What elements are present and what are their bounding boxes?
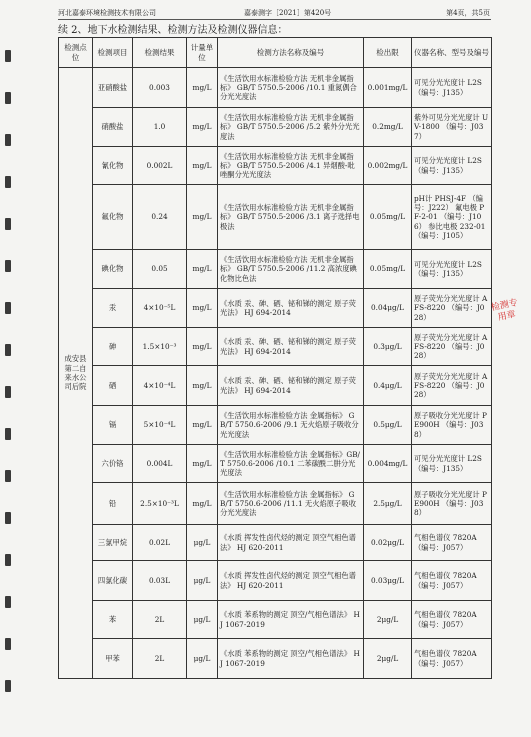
limit-cell: 2μg/L	[364, 639, 412, 679]
unit-cell: μg/L	[187, 561, 218, 601]
instrument-cell: 气相色谱仪 7820A （编号：J057）	[412, 639, 492, 679]
instrument-cell: 可见分光光度计 L2S （编号：J135）	[412, 250, 492, 289]
punch-mark	[5, 92, 11, 104]
table-row	[59, 639, 492, 679]
method-cell: 《水质 挥发性卤代烃的测定 顶空气相色谱法》 HJ 620-2011	[218, 525, 364, 561]
method-cell: 《水质 苯系物的测定 顶空/气相色谱法》 HJ 1067-2019	[218, 639, 364, 679]
result-cell: 0.24	[133, 185, 187, 250]
limit-cell: 0.02μg/L	[364, 525, 412, 561]
limit-cell: 0.05mg/L	[364, 250, 412, 289]
section-title: 续 2、地下水检测结果、检测方法及检测仪器信息：	[58, 25, 288, 36]
item-cell: 六价铬	[93, 445, 133, 483]
item-cell: 砷	[93, 328, 133, 366]
limit-cell: 0.5μg/L	[364, 406, 412, 445]
unit-cell: mg/L	[187, 250, 218, 289]
method-cell: 《水质 汞、砷、硒、铋和锑的测定 原子荧光法》 HJ 694-2014	[218, 328, 364, 366]
item-cell: 硒	[93, 366, 133, 406]
method-cell: 《生活饮用水标准检验方法 金属指标》GB/T 5750.6-2006 /10.1 二苯碳酰二肼分光光度法	[218, 445, 364, 483]
item-cell: 铅	[93, 483, 133, 525]
limit-cell: 0.3μg/L	[364, 328, 412, 366]
limit-cell: 0.04μg/L	[364, 289, 412, 328]
method-cell: 《生活饮用水标准检验方法 无机非金属指标》 GB/T 5750.5-2006 /11.2 高浓度碘化物比色法	[218, 250, 364, 289]
result-cell: 5×10⁻⁴L	[133, 406, 187, 445]
col-header: 仪器名称、型号及编号	[412, 38, 492, 68]
method-cell: 《生活饮用水标准检验方法 金属指标》 GB/T 5750.6-2006 /11.1 无火焰原子吸收分光光度法	[218, 483, 364, 525]
table-row	[59, 108, 492, 147]
instrument-cell: 原子吸收分光光度计 PE900H （编号：J038）	[412, 483, 492, 525]
method-cell: 《水质 苯系物的测定 顶空/气相色谱法》 HJ 1067-2019	[218, 601, 364, 639]
instrument-cell: 原子荧光分光光度计 AFS-8220 （编号：J028）	[412, 328, 492, 366]
punch-mark	[5, 512, 11, 524]
punch-mark	[5, 176, 11, 188]
method-cell: 《生活饮用水标准检验方法 无机非金属指标》 GB/T 5750.5-2006 /3.1 离子选择电极法	[218, 185, 364, 250]
table-row	[59, 250, 492, 289]
unit-cell: mg/L	[187, 108, 218, 147]
instrument-cell: 可见分光光度计 L2S （编号：J135）	[412, 68, 492, 108]
col-header: 计量单位	[187, 38, 218, 68]
item-cell: 苯	[93, 601, 133, 639]
punch-mark	[5, 470, 11, 482]
unit-cell: mg/L	[187, 366, 218, 406]
result-cell: 0.003	[133, 68, 187, 108]
instrument-cell: 气相色谱仪 7820A （编号：J057）	[412, 561, 492, 601]
instrument-cell: 可见分光光度计 L2S （编号：J135）	[412, 445, 492, 483]
table-row	[59, 68, 492, 108]
col-header: 检测方法名称及编号	[218, 38, 364, 68]
result-cell: 0.002L	[133, 147, 187, 185]
method-cell: 《水质 挥发性卤代烃的测定 顶空气相色谱法》 HJ 620-2011	[218, 561, 364, 601]
result-cell: 2L	[133, 639, 187, 679]
table-row	[59, 561, 492, 601]
punch-mark	[5, 554, 11, 566]
table-row	[59, 366, 492, 406]
unit-cell: μg/L	[187, 525, 218, 561]
table-row	[59, 289, 492, 328]
punch-mark	[5, 134, 11, 146]
method-cell: 《生活饮用水标准检验方法 无机非金属指标》 GB/T 5750.5-2006 /10.1 重氮偶合分光光度法	[218, 68, 364, 108]
unit-cell: mg/L	[187, 289, 218, 328]
limit-cell: 0.4μg/L	[364, 366, 412, 406]
result-cell: 0.05	[133, 250, 187, 289]
table-header-row	[59, 38, 492, 68]
table-row	[59, 406, 492, 445]
punch-mark	[5, 428, 11, 440]
results-table	[58, 37, 492, 679]
instrument-cell: 原子荧光分光光度计 AFS-8220 （编号：J028）	[412, 366, 492, 406]
result-cell: 1.5×10⁻³	[133, 328, 187, 366]
table-row	[59, 525, 492, 561]
punch-mark	[5, 260, 11, 272]
result-cell: 2.5×10⁻³L	[133, 483, 187, 525]
limit-cell: 0.002mg/L	[364, 147, 412, 185]
col-header: 检测结果	[133, 38, 187, 68]
unit-cell: mg/L	[187, 147, 218, 185]
table-row	[59, 147, 492, 185]
col-header: 检测项目	[93, 38, 133, 68]
limit-cell: 0.001mg/L	[364, 68, 412, 108]
page-number: 第4页，共5页	[446, 9, 490, 17]
instrument-cell: 紫外可见分光光度计 UV-1800 （编号：J037）	[412, 108, 492, 147]
limit-cell: 0.05mg/L	[364, 185, 412, 250]
punch-mark	[5, 344, 11, 356]
result-cell: 0.03L	[133, 561, 187, 601]
method-cell: 《生活饮用水标准检验方法 无机非金属指标》 GB/T 5750.5-2006 /4.1 异烟酸-吡唑酮分光光度法	[218, 147, 364, 185]
unit-cell: μg/L	[187, 639, 218, 679]
location-cell: 成安县第二自来水公司后院	[59, 68, 93, 679]
table-row	[59, 445, 492, 483]
punch-mark	[5, 302, 11, 314]
result-cell: 2L	[133, 601, 187, 639]
limit-cell: 0.2mg/L	[364, 108, 412, 147]
item-cell: 镉	[93, 406, 133, 445]
limit-cell: 0.004mg/L	[364, 445, 412, 483]
item-cell: 碘化物	[93, 250, 133, 289]
company-name: 河北嘉泰环境检测技术有限公司	[58, 9, 156, 17]
item-cell: 三氯甲烷	[93, 525, 133, 561]
table-row	[59, 483, 492, 525]
result-cell: 0.02L	[133, 525, 187, 561]
table-row	[59, 601, 492, 639]
instrument-cell: 气相色谱仪 7820A （编号：J057）	[412, 601, 492, 639]
punch-mark	[5, 50, 11, 62]
item-cell: 亚硝酸盐	[93, 68, 133, 108]
instrument-cell: pH计 PHSJ-4F （编号：J222） 氟电极 PF-2-01 （编号：J106） 参比电极 232-01 （编号：J105）	[412, 185, 492, 250]
punch-mark	[5, 218, 11, 230]
item-cell: 甲苯	[93, 639, 133, 679]
method-cell: 《生活饮用水标准检验方法 金属指标》 GB/T 5750.6-2006 /9.1 无火焰原子吸收分光光度法	[218, 406, 364, 445]
unit-cell: mg/L	[187, 483, 218, 525]
col-header: 检测点位	[59, 38, 93, 68]
method-cell: 《生活饮用水标准检验方法 无机非金属指标》 GB/T 5750.5-2006 /5.2 紫外分光光度法	[218, 108, 364, 147]
limit-cell: 2.5μg/L	[364, 483, 412, 525]
header-divider	[58, 19, 491, 20]
instrument-cell: 原子荧光分光光度计 AFS-8220 （编号：J028）	[412, 289, 492, 328]
unit-cell: mg/L	[187, 68, 218, 108]
limit-cell: 0.03μg/L	[364, 561, 412, 601]
inspection-stamp: 检测专用章	[490, 297, 519, 324]
unit-cell: μg/L	[187, 601, 218, 639]
method-cell: 《水质 汞、砷、硒、铋和锑的测定 原子荧光法》 HJ 694-2014	[218, 366, 364, 406]
punch-mark	[5, 386, 11, 398]
table-row	[59, 328, 492, 366]
punch-mark	[5, 680, 11, 692]
col-header: 检出限	[364, 38, 412, 68]
instrument-cell: 气相色谱仪 7820A （编号：J057）	[412, 525, 492, 561]
item-cell: 四氯化碳	[93, 561, 133, 601]
result-cell: 1.0	[133, 108, 187, 147]
unit-cell: mg/L	[187, 445, 218, 483]
table-row	[59, 185, 492, 250]
item-cell: 氟化物	[93, 185, 133, 250]
method-cell: 《水质 汞、砷、硒、铋和锑的测定 原子荧光法》 HJ 694-2014	[218, 289, 364, 328]
punch-mark	[5, 638, 11, 650]
punch-mark	[5, 596, 11, 608]
item-cell: 硝酸盐	[93, 108, 133, 147]
instrument-cell: 原子吸收分光光度计 PE900H （编号：J038）	[412, 406, 492, 445]
instrument-cell: 可见分光光度计 L2S （编号：J135）	[412, 147, 492, 185]
unit-cell: mg/L	[187, 185, 218, 250]
result-cell: 4×10⁻⁵L	[133, 289, 187, 328]
unit-cell: mg/L	[187, 406, 218, 445]
item-cell: 汞	[93, 289, 133, 328]
unit-cell: mg/L	[187, 328, 218, 366]
item-cell: 氰化物	[93, 147, 133, 185]
limit-cell: 2μg/L	[364, 601, 412, 639]
result-cell: 0.004L	[133, 445, 187, 483]
report-number: 嘉泰测字［2021］第420号	[244, 9, 332, 17]
result-cell: 4×10⁻⁴L	[133, 366, 187, 406]
